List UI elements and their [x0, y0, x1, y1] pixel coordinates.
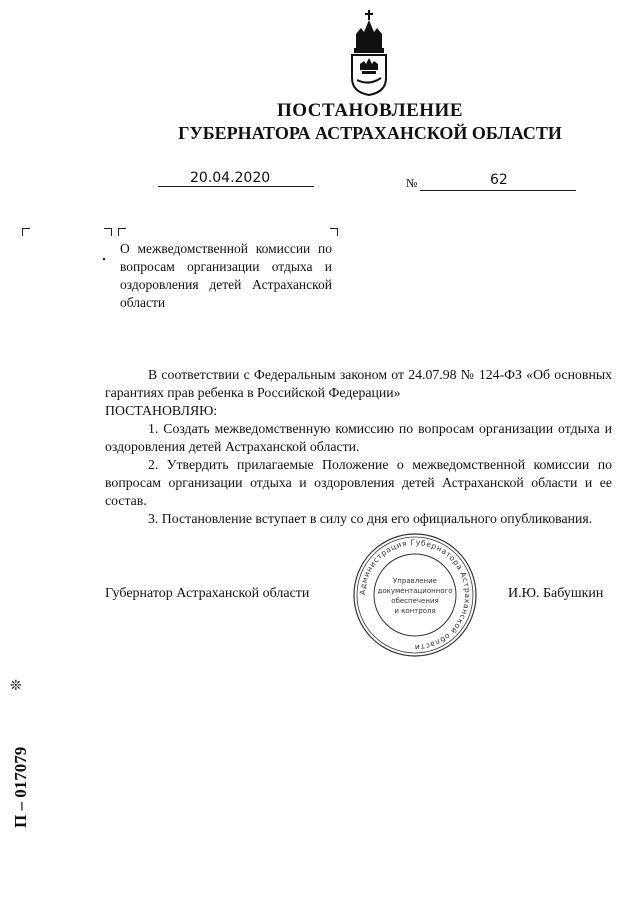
date-underline [158, 186, 314, 187]
coat-of-arms-icon [344, 8, 394, 96]
stamp-line: Управление [393, 577, 437, 585]
svg-text:Администрация Губернатора Астр [358, 538, 472, 652]
body-item: 3. Постановление вступает в силу со дня его официального опубликования. [148, 511, 593, 526]
dot-mark [103, 258, 105, 260]
margin-mark: ❊ [10, 679, 22, 694]
body-item: 2. Утвердить прилагаемые Положение о межведомственной комиссии по вопросам организации отдыха и оздоровления детей Астраханской области и ее состав. [105, 457, 612, 508]
resolve-word: ПОСТАНОВЛЯЮ: [105, 403, 218, 418]
corner-mark [104, 228, 112, 236]
number-label: № [406, 176, 418, 190]
signatory-name: И.Ю. Бабушкин [508, 586, 604, 601]
corner-mark [22, 228, 30, 236]
stamp-line: документационного [377, 587, 453, 595]
document-number: 62 [490, 172, 508, 188]
serial-number: П – 017079 [11, 746, 30, 828]
corner-mark [330, 228, 338, 236]
body-item: 1. Создать межведомственную комиссию по вопросам организации отдыха и оздоровления детей Астраханской области. [105, 421, 612, 454]
number-underline [420, 190, 576, 191]
document-issuer: ГУБЕРНАТОРА АСТРАХАНСКОЙ ОБЛАСТИ [178, 123, 562, 143]
document-date: 20.04.2020 [190, 170, 271, 186]
corner-mark [118, 228, 126, 236]
document-subject [120, 240, 332, 312]
document-body [105, 366, 612, 528]
stamp-outer-text: Администрация Губернатора Астраханской области [357, 537, 473, 653]
stamp-line: обеспечения [391, 597, 439, 605]
margin-serial [8, 700, 32, 830]
official-stamp-icon [352, 532, 478, 658]
document-title: ПОСТАНОВЛЕНИЕ [276, 100, 464, 121]
stamp-line: и контроля [394, 607, 436, 615]
subject-text: О межведомственной комиссии по вопросам организации отдыха и оздоровления детей Астраханской области [120, 241, 332, 310]
preamble: В соответствии с Федеральным законом от 24.07.98 № 124-ФЗ «Об основных гарантиях прав ребенка в Российской Федерации» [105, 367, 612, 400]
signatory-position: Губернатор Астраханской области [105, 586, 310, 601]
